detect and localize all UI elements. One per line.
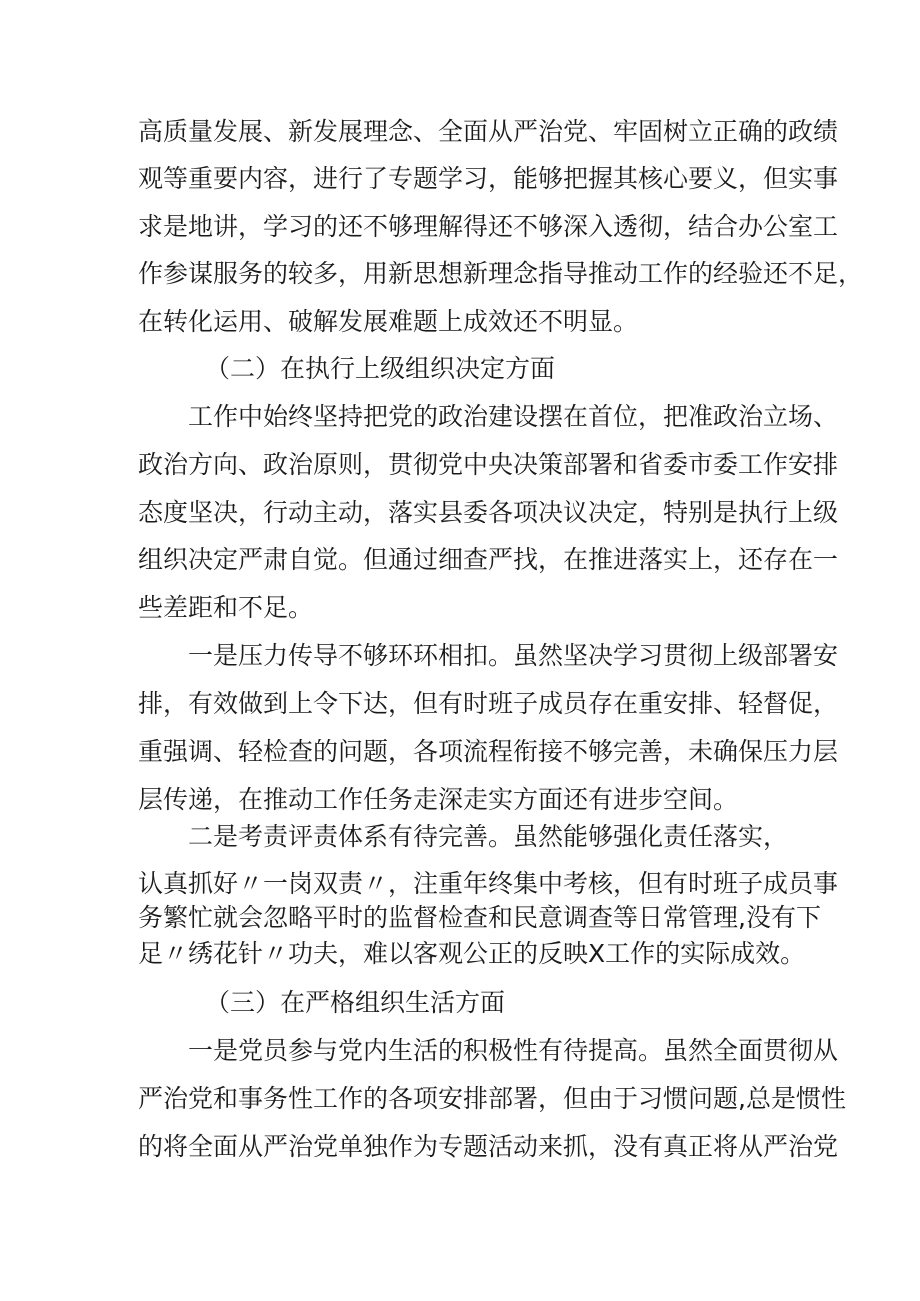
- paragraph-line: 在转化运用、破解发展难题上成效还不明显。: [138, 307, 639, 336]
- section-heading-3: （三）在严格组织生活方面: [205, 988, 506, 1017]
- paragraph-line: 求是地讲，学习的还不够理解得还不够深入透彻，结合办公室工: [138, 212, 839, 241]
- paragraph-line: 作参谋服务的较多，用新思想新理念指导推动工作的经验还不足，: [138, 259, 864, 288]
- paragraph-line: 一是党员参与党内生活的积极性有待提高。虽然全面贯彻从: [188, 1036, 839, 1065]
- paragraph-line: 工作中始终坚持把党的政治建设摆在首位，把准政治立场、: [188, 402, 839, 431]
- paragraph-line: 层传递，在推动工作任务走深走实方面还有进步空间。: [138, 785, 739, 814]
- paragraph-line: 观等重要内容，进行了专题学习，能够把握其核心要义，但实事: [138, 164, 839, 193]
- paragraph-line: 足〃绣花针〃功夫，难以客观公正的反映X工作的实际成效。: [138, 939, 806, 968]
- paragraph-line: 高质量发展、新发展理念、全面从严治党、牢固树立正确的政绩: [138, 117, 839, 146]
- paragraph-line: 组织决定严肃自觉。但通过细查严找，在推进落实上，还存在一: [138, 545, 839, 574]
- paragraph-line: 政治方向、政治原则，贯彻党中央决策部署和省委市委工作安排: [138, 450, 839, 479]
- paragraph-line: 认真抓好〃一岗双责〃，注重年终集中考核，但有时班子成员事: [138, 869, 839, 898]
- paragraph-line: 重强调、轻检查的问题，各项流程衔接不够完善，未确保压力层: [138, 737, 839, 766]
- section-heading-2: （二）在执行上级组织决定方面: [205, 354, 556, 383]
- paragraph-line: 些差距和不足。: [138, 593, 314, 622]
- paragraph-line: 排，有效做到上令下达，但有时班子成员存在重安排、轻督促，: [138, 689, 839, 718]
- paragraph-line: 二是考责评责体系有待完善。虽然能够强化责任落实，: [188, 822, 789, 851]
- paragraph-line: 务繁忙就会忽略平时的监督检查和民意调查等日常管理,没有下: [138, 903, 821, 932]
- paragraph-line: 态度坚决，行动主动，落实县委各项决议决定，特别是执行上级: [138, 498, 839, 527]
- paragraph-line: 一是压力传导不够环环相扣。虽然坚决学习贯彻上级部署安: [188, 641, 839, 670]
- paragraph-line: 的将全面从严治党单独作为专题活动来抓，没有真正将从严治党: [138, 1132, 839, 1161]
- paragraph-line: 严治党和事务性工作的各项安排部署，但由于习惯问题,总是惯性: [138, 1084, 846, 1113]
